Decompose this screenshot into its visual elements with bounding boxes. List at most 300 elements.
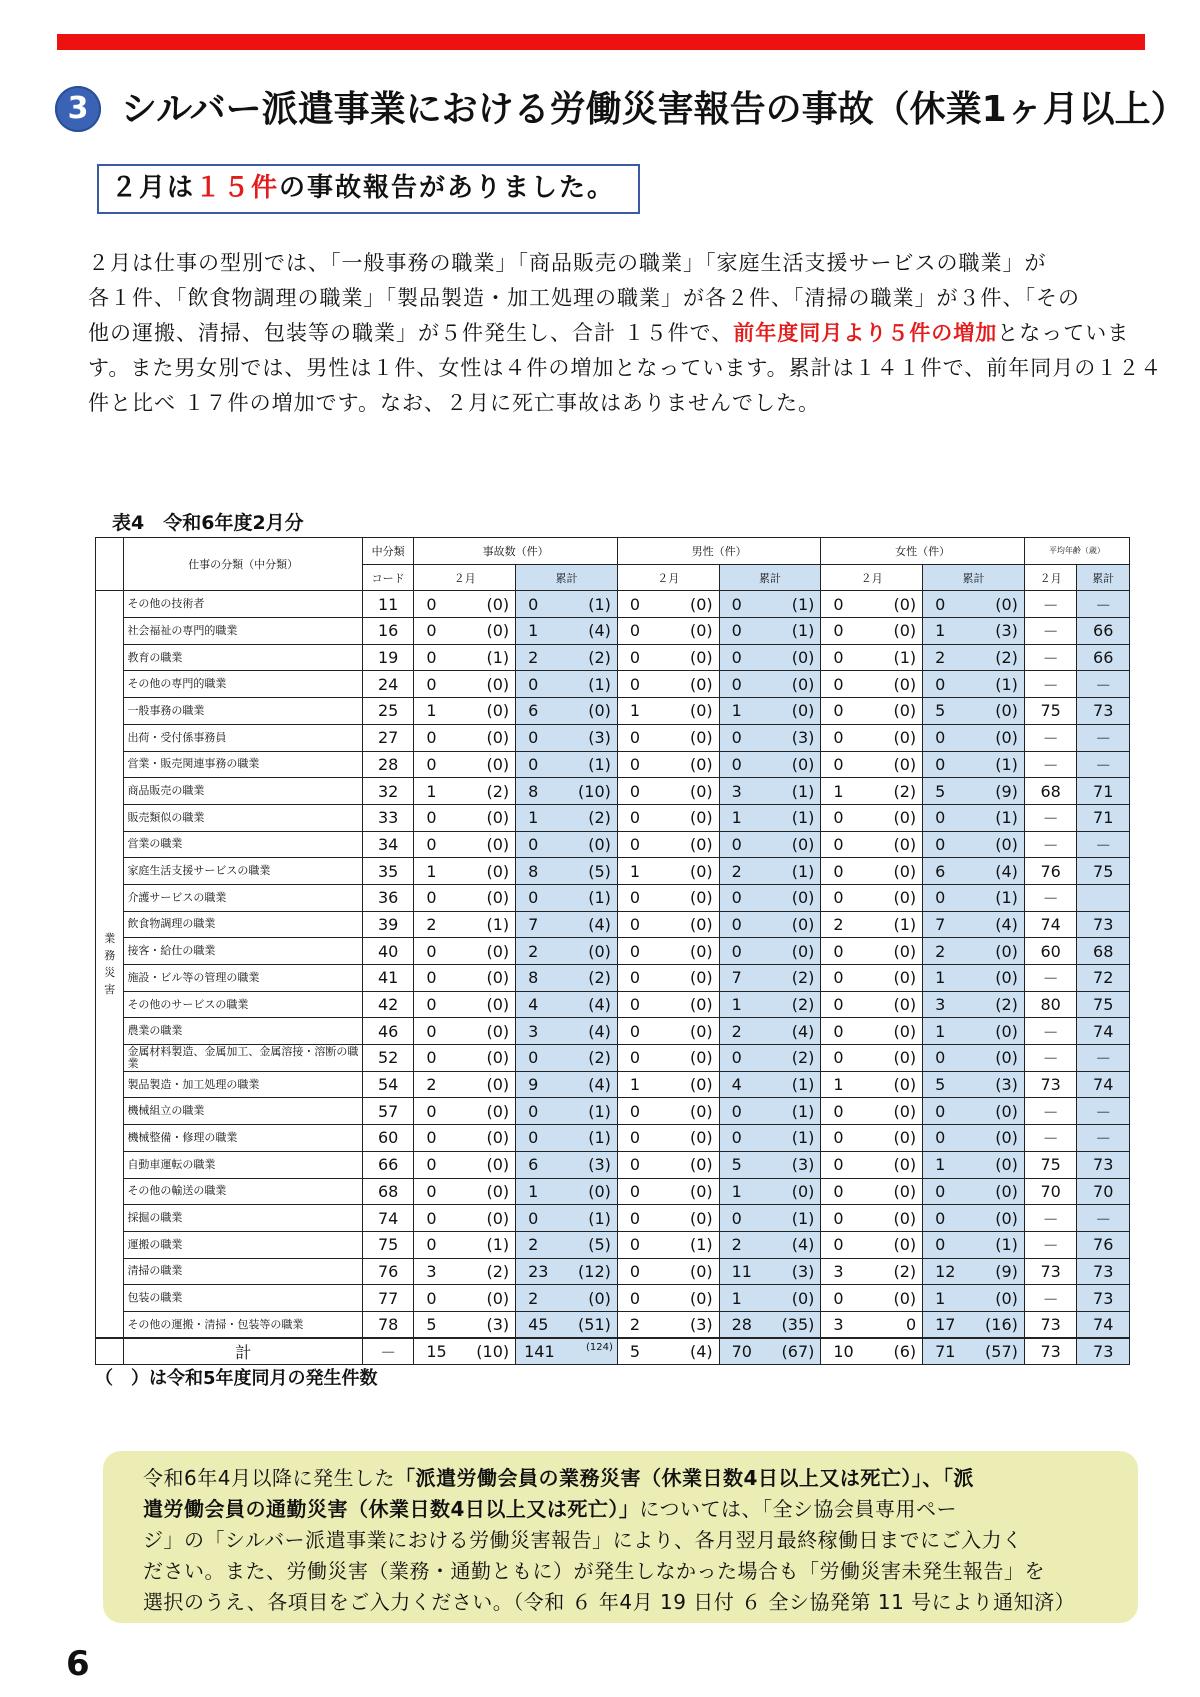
value-cell	[414, 991, 516, 1018]
value-cell	[617, 751, 719, 778]
para-highlight: 前年度同月より５件の増加	[733, 321, 998, 345]
value-cell	[923, 1045, 1025, 1072]
count-value: 1	[935, 968, 946, 988]
notice-line: 選択のうえ、各項目をご入力ください。（令和 ６ 年4月 19 日付 ６ 全シ協発第 11 号により通知済）	[143, 1590, 1076, 1614]
age-cumulative-cell: －	[1077, 751, 1130, 778]
count-value: 0	[731, 754, 742, 774]
table-row	[96, 804, 1130, 831]
prev-year-value: (0)	[995, 968, 1018, 988]
job-name-cell: 一般事務の職業	[124, 698, 363, 725]
prev-year-value: (10)	[476, 1342, 510, 1362]
prev-year-value: (4)	[689, 1342, 713, 1362]
total-label-cell: 計	[124, 1338, 363, 1365]
age-cumulative-cell: －	[1077, 1125, 1130, 1152]
prev-year-value: (0)	[486, 1155, 510, 1175]
prev-year-value: (4)	[588, 1075, 611, 1095]
blank-cell	[96, 1338, 124, 1365]
value-cell	[821, 1311, 923, 1338]
table-row	[96, 1258, 1130, 1285]
prev-year-value: (35)	[781, 1315, 815, 1335]
prev-year-value: (0)	[995, 1288, 1018, 1308]
age-month-cell: 75	[1024, 698, 1077, 725]
job-name-cell: 介護サービスの職業	[124, 884, 363, 911]
prev-year-value: (0)	[791, 1181, 815, 1201]
value-cell	[923, 831, 1025, 858]
count-value: 0	[935, 808, 946, 828]
prev-year-value: (0)	[689, 1155, 713, 1175]
prev-year-value: (0)	[791, 914, 815, 934]
count-value: 0	[833, 1101, 844, 1121]
value-cell	[923, 804, 1025, 831]
count-value: 0	[528, 1128, 539, 1148]
prev-year-value: (0)	[689, 1075, 713, 1095]
prev-year-value: (1)	[689, 1235, 713, 1255]
count-value: 0	[935, 834, 946, 854]
count-value: 0	[426, 594, 437, 614]
code-cell: 27	[362, 724, 413, 751]
value-cell	[821, 1285, 923, 1312]
count-value: 5	[426, 1315, 437, 1335]
value-cell	[617, 1125, 719, 1152]
count-value: 0	[528, 1101, 539, 1121]
prev-year-value: (0)	[689, 1128, 713, 1148]
prev-year-value: (2)	[588, 808, 611, 828]
count-value: 0	[629, 834, 641, 854]
cumulative-header: 累計	[719, 564, 821, 591]
code-cell: 74	[362, 1205, 413, 1232]
prev-year-value: (0)	[995, 1048, 1018, 1068]
count-value: 0	[935, 1101, 946, 1121]
count-value: 2	[629, 1315, 641, 1335]
value-cell	[516, 1178, 618, 1205]
month-header: ２月	[821, 564, 923, 591]
value-cell	[923, 1178, 1025, 1205]
age-cumulative-cell: 70	[1077, 1178, 1130, 1205]
mid-class-header: 中分類	[362, 538, 413, 565]
count-value: 0	[629, 968, 641, 988]
count-value: 0	[833, 968, 844, 988]
value-cell	[516, 831, 618, 858]
value-cell	[617, 938, 719, 965]
side-label-char: 災	[104, 966, 116, 980]
count-value: 0	[833, 888, 844, 908]
notice-line: ださい。また、労働災害（業務・通勤ともに）が発生しなかった場合も「労働災害未発生報告」を	[143, 1559, 1045, 1583]
count-value: 0	[629, 594, 641, 614]
age-cumulative-cell: 75	[1077, 858, 1130, 885]
value-cell	[821, 1018, 923, 1045]
count-value: 0	[629, 888, 641, 908]
count-value: 5	[935, 1075, 946, 1095]
table-row	[96, 1205, 1130, 1232]
age-cumulative-cell: 73	[1077, 911, 1130, 938]
value-cell	[516, 1098, 618, 1125]
cumulative-header: 累計	[516, 564, 618, 591]
value-cell	[617, 1258, 719, 1285]
count-value: 0	[528, 1208, 539, 1228]
count-value: 0	[629, 1208, 641, 1228]
code-cell: 36	[362, 884, 413, 911]
value-cell	[719, 1338, 821, 1365]
prev-year-value: (0)	[486, 941, 510, 961]
count-value: 2	[833, 914, 844, 934]
code-cell: 66	[362, 1151, 413, 1178]
value-cell	[923, 1125, 1025, 1152]
count-value: 1	[629, 1075, 641, 1095]
count-value: 0	[629, 1181, 641, 1201]
value-cell	[719, 1258, 821, 1285]
prev-year-value: (0)	[893, 1208, 917, 1228]
value-cell	[923, 1285, 1025, 1312]
age-month-cell: 75	[1024, 1151, 1077, 1178]
count-value: 0	[629, 1235, 641, 1255]
job-name-cell: 社会福祉の専門的職業	[124, 618, 363, 645]
count-value: 0	[935, 728, 946, 748]
count-value: 7	[528, 914, 539, 934]
count-value: 3	[426, 1261, 437, 1281]
code-cell: 28	[362, 751, 413, 778]
value-cell	[516, 1231, 618, 1258]
prev-year-value: (0)	[893, 621, 917, 641]
value-cell	[414, 938, 516, 965]
value-cell	[923, 1338, 1025, 1365]
table-row	[96, 991, 1130, 1018]
value-cell	[516, 724, 618, 751]
summary-paragraph	[88, 246, 1163, 421]
count-value: 2	[528, 941, 539, 961]
age-cumulative-cell: 71	[1077, 804, 1130, 831]
section-title: シルバー派遣事業における労働災害報告の事故（休業1ヶ月以上）	[121, 89, 1187, 130]
value-cell	[923, 858, 1025, 885]
notice-line	[143, 1494, 1108, 1525]
value-cell	[414, 884, 516, 911]
age-cumulative-cell	[1077, 884, 1130, 911]
prev-year-value: (0)	[995, 1155, 1018, 1175]
prev-year-value: (0)	[995, 1101, 1018, 1121]
prev-year-value: (5)	[588, 861, 611, 881]
prev-year-value: (0)	[995, 728, 1018, 748]
value-cell	[719, 911, 821, 938]
prev-year-value: (0)	[791, 1288, 815, 1308]
table-row	[96, 751, 1130, 778]
count-value: 5	[629, 1342, 641, 1362]
value-cell	[719, 1018, 821, 1045]
age-cumulative-cell: 68	[1077, 938, 1130, 965]
prev-year-value: (3)	[588, 728, 611, 748]
code-cell: 33	[362, 804, 413, 831]
notice-text: 令和6年4月以降に発生した	[143, 1466, 395, 1490]
prev-year-value: (0)	[486, 1288, 510, 1308]
prev-year-value: (0)	[486, 834, 510, 854]
count-value: 2	[528, 1288, 539, 1308]
count-value: 0	[935, 1048, 946, 1068]
value-cell	[414, 1258, 516, 1285]
prev-year-value: (0)	[893, 861, 917, 881]
prev-year-value: (9)	[995, 781, 1018, 801]
prev-year-value: (0)	[893, 1235, 917, 1255]
prev-year-value: (1)	[995, 754, 1018, 774]
notice-box	[103, 1451, 1138, 1623]
value-cell	[821, 591, 923, 618]
table-title: 表4 令和6年度2月分	[112, 512, 304, 534]
prev-year-value: (0)	[486, 1075, 510, 1095]
prev-year-value: (0)	[689, 968, 713, 988]
prev-year-value: (0)	[689, 861, 713, 881]
prev-year-value: (5)	[588, 1235, 611, 1255]
value-cell	[719, 991, 821, 1018]
value-cell	[821, 831, 923, 858]
prev-year-value: (0)	[893, 995, 917, 1015]
age-month-cell: －	[1024, 724, 1077, 751]
side-label	[96, 591, 124, 1338]
prev-year-value: (3)	[486, 1315, 510, 1335]
code-cell: 54	[362, 1071, 413, 1098]
value-cell	[923, 1205, 1025, 1232]
prev-year-value: (0)	[486, 594, 510, 614]
table-row	[96, 831, 1130, 858]
prev-year-value: (0)	[588, 701, 611, 721]
side-label-char: 害	[104, 983, 116, 997]
prev-year-value: (0)	[893, 968, 917, 988]
value-cell	[923, 1231, 1025, 1258]
age-cumulative-cell: －	[1077, 1045, 1130, 1072]
count-value: 1	[731, 808, 742, 828]
job-name-cell: 飲食物調理の職業	[124, 911, 363, 938]
code-cell: 78	[362, 1311, 413, 1338]
value-cell	[719, 671, 821, 698]
code-cell: 76	[362, 1258, 413, 1285]
prev-year-value: (2)	[588, 648, 611, 668]
prev-year-value: (0)	[689, 995, 713, 1015]
count-value: 70	[731, 1342, 752, 1362]
age-month-cell: 76	[1024, 858, 1077, 885]
value-cell	[821, 1338, 923, 1365]
prev-year-value: (0)	[689, 594, 713, 614]
prev-year-value: (0)	[689, 621, 713, 641]
count-value: 1	[528, 621, 539, 641]
count-value: 0	[426, 1235, 437, 1255]
value-cell	[923, 938, 1025, 965]
job-name-cell: その他の輸送の職業	[124, 1178, 363, 1205]
value-cell	[821, 644, 923, 671]
value-cell	[516, 671, 618, 698]
count-value: 0	[833, 594, 844, 614]
value-cell	[821, 724, 923, 751]
prev-year-value: (2)	[486, 781, 510, 801]
table-row	[96, 1098, 1130, 1125]
age-month-cell: －	[1024, 618, 1077, 645]
para-line	[88, 316, 1130, 351]
prev-year-value: (9)	[995, 1261, 1018, 1281]
value-cell	[617, 1071, 719, 1098]
prev-year-value: (3)	[791, 728, 815, 748]
age-cumulative-cell: 73	[1077, 1258, 1130, 1285]
age-month-cell: －	[1024, 1045, 1077, 1072]
value-cell	[617, 1151, 719, 1178]
value-cell	[821, 1231, 923, 1258]
code-cell: 75	[362, 1231, 413, 1258]
prev-year-value: (0)	[486, 1208, 510, 1228]
prev-year-value: (0)	[995, 1208, 1018, 1228]
count-value: 0	[731, 728, 742, 748]
value-cell	[617, 991, 719, 1018]
age-month-cell: －	[1024, 804, 1077, 831]
value-cell	[923, 1098, 1025, 1125]
prev-year-value: (0)	[689, 701, 713, 721]
prev-year-value: (0)	[689, 834, 713, 854]
code-cell: 11	[362, 591, 413, 618]
value-cell	[923, 778, 1025, 805]
value-cell	[516, 644, 618, 671]
count-value: 0	[833, 861, 844, 881]
prev-year-value: (1)	[486, 648, 510, 668]
count-value: 0	[426, 621, 437, 641]
prev-year-value: (0)	[995, 1181, 1018, 1201]
prev-year-value: (3)	[791, 1261, 815, 1281]
prev-year-value: (0)	[995, 701, 1018, 721]
value-cell	[821, 858, 923, 885]
value-cell	[414, 1311, 516, 1338]
count-value: 45	[528, 1315, 549, 1335]
age-month-cell: －	[1024, 965, 1077, 992]
count-value: 0	[528, 594, 539, 614]
value-cell	[414, 1231, 516, 1258]
count-value: 0	[426, 728, 437, 748]
prev-year-value: (0)	[486, 754, 510, 774]
count-value: 0	[629, 1048, 641, 1068]
code-cell: 42	[362, 991, 413, 1018]
table-row	[96, 1311, 1130, 1338]
value-cell	[821, 1045, 923, 1072]
table-row	[96, 671, 1130, 698]
value-cell	[617, 965, 719, 992]
value-cell	[414, 618, 516, 645]
prev-year-value: (0)	[486, 995, 510, 1015]
prev-year-value: (2)	[588, 1048, 611, 1068]
value-cell	[617, 778, 719, 805]
age-month-cell: 68	[1024, 778, 1077, 805]
table-row	[96, 724, 1130, 751]
prev-year-value: (0)	[689, 674, 713, 694]
value-cell	[516, 858, 618, 885]
notice-bold: 遣労働会員の通勤災害（休業日数4日以上又は死亡）」	[143, 1497, 640, 1521]
count-value: 28	[731, 1315, 752, 1335]
age-cumulative-cell: －	[1077, 724, 1130, 751]
prev-year-value: (4)	[588, 621, 611, 641]
prev-year-value: (0)	[893, 1075, 917, 1095]
prev-year-value: (1)	[791, 1208, 815, 1228]
count-value: 0	[833, 1235, 844, 1255]
code-cell: 19	[362, 644, 413, 671]
count-value: 0	[833, 621, 844, 641]
prev-year-value: (0)	[588, 834, 611, 854]
value-cell	[719, 938, 821, 965]
prev-year-value: (1)	[791, 808, 815, 828]
prev-year-value: (0)	[893, 1048, 917, 1068]
count-value: 7	[935, 914, 946, 934]
count-value: 2	[731, 861, 742, 881]
count-value: 0	[731, 1208, 742, 1228]
job-name-cell: 商品販売の職業	[124, 778, 363, 805]
count-value: 1	[731, 701, 742, 721]
prev-year-value: (1)	[791, 1075, 815, 1095]
prev-year-value: (3)	[791, 1155, 815, 1175]
prev-year-value: (0)	[486, 1048, 510, 1068]
age-cumulative-cell: 73	[1077, 1285, 1130, 1312]
count-value: 2	[731, 1235, 742, 1255]
count-value: 0	[833, 648, 844, 668]
table-row	[96, 965, 1130, 992]
prev-year-value: (1)	[588, 594, 611, 614]
count-value: 0	[629, 1128, 641, 1148]
age-cumulative-cell: －	[1077, 831, 1130, 858]
accidents-header: 事故数（件）	[414, 538, 618, 565]
prev-year-value: (1)	[588, 888, 611, 908]
age-cumulative-cell: 73	[1077, 1151, 1130, 1178]
count-value: 12	[935, 1261, 956, 1281]
value-cell	[516, 1071, 618, 1098]
job-name-cell: その他の技術者	[124, 591, 363, 618]
prev-year-value: (4)	[995, 914, 1018, 934]
table-row	[96, 1178, 1130, 1205]
prev-year-value: (0)	[689, 941, 713, 961]
count-value: 0	[629, 1288, 641, 1308]
prev-year-value: (3)	[588, 1155, 611, 1175]
male-header: 男性（件）	[617, 538, 821, 565]
count-value: 0	[528, 728, 539, 748]
prev-year-value: (0)	[588, 1181, 611, 1201]
count-value: 9	[528, 1075, 539, 1095]
job-name-cell: 運搬の職業	[124, 1231, 363, 1258]
prev-year-value: (4)	[588, 995, 611, 1015]
count-value: 0	[629, 1261, 641, 1281]
age-cumulative-cell: 75	[1077, 991, 1130, 1018]
count-value: 2	[731, 1021, 742, 1041]
value-cell	[719, 965, 821, 992]
age-month-cell: －	[1024, 1098, 1077, 1125]
count-value: 4	[528, 995, 539, 1015]
value-cell	[821, 778, 923, 805]
prev-year-value: (2)	[893, 1261, 917, 1281]
prev-year-value: (0)	[791, 941, 815, 961]
value-cell	[617, 1338, 719, 1365]
table-row	[96, 1071, 1130, 1098]
count-value: 0	[426, 1128, 437, 1148]
count-value: 1	[935, 1288, 946, 1308]
value-cell	[414, 1018, 516, 1045]
age-cumulative-cell: 66	[1077, 618, 1130, 645]
job-name-cell: 接客・給仕の職業	[124, 938, 363, 965]
value-cell	[516, 991, 618, 1018]
prev-year-value: (2)	[995, 995, 1018, 1015]
count-value: 0	[833, 1288, 844, 1308]
job-name-cell: その他の運搬・清掃・包装等の職業	[124, 1311, 363, 1338]
code-cell: 57	[362, 1098, 413, 1125]
prev-year-value: (2)	[791, 968, 815, 988]
table-row	[96, 1125, 1130, 1152]
count-value: 0	[426, 674, 437, 694]
prev-year-value: (0)	[791, 648, 815, 668]
count-value: 0	[935, 1181, 946, 1201]
value-cell	[617, 804, 719, 831]
avg-age-header: 平均年齢（歳）	[1024, 538, 1129, 565]
count-value: 0	[833, 728, 844, 748]
value-cell	[719, 751, 821, 778]
month-header: ２月	[1024, 564, 1077, 591]
age-month-cell: 73	[1024, 1071, 1077, 1098]
count-value: 0	[935, 888, 946, 908]
prev-year-value: (4)	[588, 1021, 611, 1041]
para-line: 各１件、「飲食物調理の職業」「製品製造・加工処理の職業」が各２件、「清掃の職業」が３件、「その	[88, 286, 1080, 310]
